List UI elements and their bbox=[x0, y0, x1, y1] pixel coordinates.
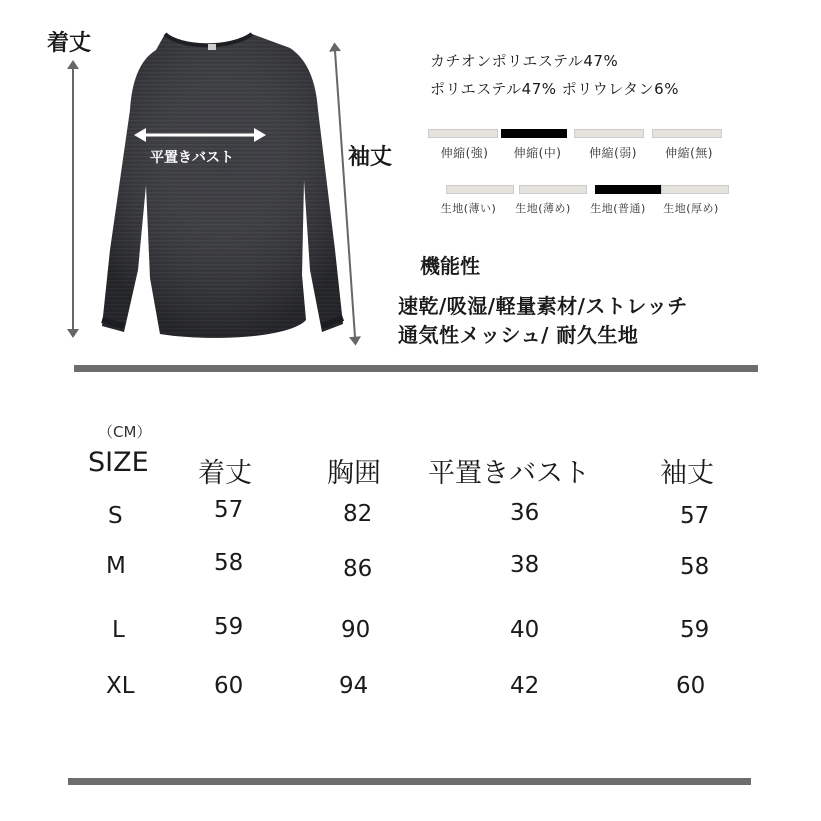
fabric-option bbox=[432, 185, 505, 216]
material-line-2: ポリエステル47% ポリウレタン6% bbox=[430, 80, 679, 98]
fabric-option-label: 生地(普通) bbox=[590, 202, 646, 215]
fabric-bar bbox=[519, 185, 587, 194]
header-chest: 胸囲 bbox=[327, 458, 381, 489]
chest-cell: 86 bbox=[343, 556, 373, 582]
header-bust: 平置きバスト bbox=[428, 458, 590, 489]
stretch-scale bbox=[428, 129, 726, 161]
length-cell: 60 bbox=[214, 673, 244, 699]
length-cell: 58 bbox=[214, 550, 244, 576]
stretch-bar-selected bbox=[501, 129, 567, 138]
fabric-option-label: 生地(薄い) bbox=[440, 202, 497, 215]
size-cell: S bbox=[108, 503, 123, 529]
bust-arrow bbox=[134, 126, 266, 144]
stretch-bar bbox=[574, 129, 644, 138]
stretch-option bbox=[574, 129, 652, 161]
header-length: 着丈 bbox=[198, 458, 252, 489]
bust-cell: 40 bbox=[510, 617, 540, 643]
stretch-option-label: 伸縮(無) bbox=[665, 146, 713, 160]
stretch-option bbox=[652, 129, 726, 161]
features-line-2: 通気性メッシュ/ 耐久生地 bbox=[398, 323, 639, 347]
sleeve-cell: 57 bbox=[680, 503, 710, 529]
sleeve-label: 袖丈 bbox=[348, 145, 393, 170]
bust-label: 平置きバスト bbox=[150, 150, 234, 166]
stretch-option bbox=[501, 129, 574, 161]
fabric-option-label: 生地(薄め) bbox=[515, 202, 571, 215]
material-line-1: カチオンポリエステル47% bbox=[430, 52, 619, 70]
bust-cell: 36 bbox=[510, 500, 540, 526]
chest-cell: 90 bbox=[341, 617, 371, 643]
sleeve-cell: 59 bbox=[680, 617, 710, 643]
fabric-bar-selected bbox=[595, 185, 663, 194]
stretch-option-label: 伸縮(弱) bbox=[589, 146, 637, 160]
length-label: 着丈 bbox=[47, 31, 92, 56]
fabric-bar bbox=[661, 185, 729, 194]
fabric-option bbox=[505, 185, 581, 216]
fabric-bar bbox=[446, 185, 514, 194]
size-cell: M bbox=[106, 553, 126, 579]
features-line-1: 速乾/吸湿/軽量素材/ストレッチ bbox=[398, 294, 688, 318]
length-cell: 59 bbox=[214, 614, 244, 640]
bust-cell: 38 bbox=[510, 552, 540, 578]
stretch-bar bbox=[428, 129, 498, 138]
fabric-option bbox=[655, 185, 727, 216]
size-cell: L bbox=[112, 617, 125, 643]
chest-cell: 94 bbox=[339, 673, 369, 699]
stretch-option-label: 伸縮(中) bbox=[513, 146, 562, 160]
shirt-image bbox=[60, 20, 360, 350]
bust-cell: 42 bbox=[510, 673, 540, 699]
features-title: 機能性 bbox=[420, 254, 480, 278]
stretch-option-label: 伸縮(強) bbox=[440, 146, 489, 160]
fabric-option-label: 生地(厚め) bbox=[663, 202, 719, 215]
header-sleeve: 袖丈 bbox=[660, 458, 714, 489]
sleeve-cell: 60 bbox=[676, 673, 706, 699]
size-cell: XL bbox=[106, 673, 135, 699]
unit-label: （CM） bbox=[98, 423, 152, 441]
sleeve-cell: 58 bbox=[680, 554, 710, 580]
length-cell: 57 bbox=[214, 497, 244, 523]
section-divider bbox=[74, 365, 758, 372]
chest-cell: 82 bbox=[343, 501, 373, 527]
fabric-scale bbox=[432, 185, 727, 216]
header-size: SIZE bbox=[88, 447, 149, 478]
bottom-divider bbox=[68, 778, 751, 785]
stretch-bar bbox=[652, 129, 722, 138]
fabric-option bbox=[581, 185, 655, 216]
stretch-option bbox=[428, 129, 501, 161]
